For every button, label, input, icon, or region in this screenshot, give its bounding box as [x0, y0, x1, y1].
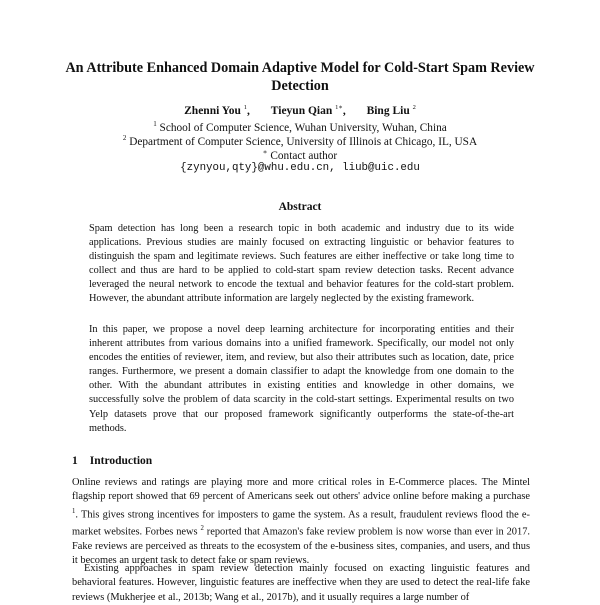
author	[184, 105, 250, 117]
author-name: Zhenni You	[184, 104, 241, 117]
author	[367, 105, 416, 117]
body-paragraph: Existing approaches in spam review detection mainly focused on exacting linguistic features and behavioral features. However, linguistic features are ineffective when they are used to detect the real-life fake reviews (Mukherjee et al., 2013b; Wang et al., 2017b), and it usually requires a large number of	[72, 563, 530, 603]
author-affiliation-mark: 1	[243, 104, 248, 111]
affiliation-text: Contact author	[270, 149, 338, 162]
affiliation-mark: 2	[122, 134, 127, 142]
author-affiliation-mark: 2	[412, 104, 416, 111]
affiliation	[0, 134, 600, 148]
abstract-paragraph: Spam detection has long been a research topic in both academic and industry due to its wide applications. Previous studies are mainly focused on extracting linguistic or behavior features to distinguish the spam and legitimate reviews. Such features are either ineffective or take long time to collect and thus are hard to be applied to cold-start spam review detection tasks. Recent advance leveraged the neural network to encode the textual and behavior features for the cold-start problem. However, the abundant attribute information are largely neglected by the existing framework.	[89, 223, 514, 305]
footnote-marker: 2	[200, 525, 204, 533]
footnote-marker: 1	[72, 507, 76, 515]
affiliation-text: School of Computer Science, Wuhan University, Wuhan, China	[159, 121, 447, 134]
section-title: Introduction	[89, 455, 153, 467]
body-text: Online reviews and ratings are playing more and more critical roles in E-Commerce places. The Mintel flagship report showed that 69 percent of Americans seek out others' advice online before making a purchase	[72, 477, 530, 503]
affiliation-mark: 1	[153, 120, 157, 128]
affiliation-text: Department of Computer Science, University of Illinois at Chicago, IL, USA	[129, 135, 478, 148]
author-separator: ,	[342, 104, 346, 117]
section-heading	[72, 455, 152, 467]
affiliation-mark: ∗	[262, 148, 268, 156]
author-name: Tieyun Qian	[270, 104, 333, 117]
paper-title: An Attribute Enhanced Domain Adaptive Model for Cold-Start Spam Review Detection	[65, 60, 535, 94]
section-number: 1	[72, 455, 78, 467]
author-separator: ,	[247, 104, 250, 117]
body-paragraph	[72, 476, 530, 569]
body-text: reported that Amazon's fake review problem is now worse than ever in 2017. Fake reviews are perceived as threats to the ecosystem of the e-business sites, companies, and users, and thus it becomes an urgent task to detect fake or spam reviews.	[72, 526, 530, 567]
author-list	[0, 103, 600, 117]
affiliation	[0, 120, 600, 134]
author-affiliation-mark: 1∗	[335, 104, 343, 111]
abstract-heading: Abstract	[278, 201, 322, 213]
body-text: . This gives strong incentives for imposters to game the system. As a result, fraudulent reviews flood the e-market websites. Forbes news	[72, 509, 530, 538]
author-name: Bing Liu	[366, 104, 410, 117]
author-emails: {zynyou,qty}@whu.edu.cn, liub@uic.edu	[180, 162, 420, 174]
author	[271, 105, 346, 117]
abstract-paragraph: In this paper, we propose a novel deep learning architecture for incorporating entities and their inherent attributes from various domains into a unified framework. Specifically, our model not only encodes the entities of reviewer, item, and review, but also their attributes such as location, date, price ranges. Furthermore, we present a domain classifier to adapt the knowledge from one domain to the other. With the abundant attributes in existing entities and knowledge in other domains, we successfully solve the problem of data scarcity in the cold-start settings. Experimental results on two Yelp datasets prove that our proposed framework significantly outperforms the state-of-the-art methods.	[89, 324, 514, 434]
affiliation	[0, 148, 600, 162]
